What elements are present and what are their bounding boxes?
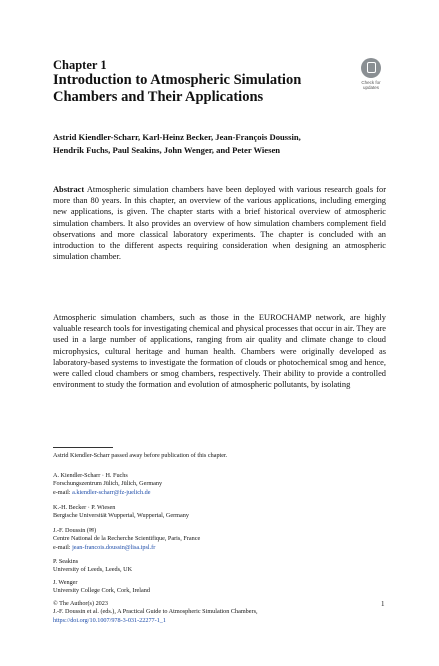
affiliation-5	[53, 579, 386, 596]
affiliation-4-institution: University of Leeds, Leeds, UK	[53, 566, 133, 574]
copyright-block	[53, 600, 386, 625]
badge-text	[356, 80, 386, 90]
author-line-1: Astrid Kiendler-Scharr, Karl-Heinz Becker, Jean-François Doussin,	[53, 132, 301, 142]
check-for-updates-badge[interactable]	[356, 58, 386, 90]
email-label: e-mail:	[53, 488, 71, 496]
chapter-title-line-1: Introduction to Atmospheric Simulation	[53, 72, 302, 88]
email-label: e-mail:	[53, 543, 71, 551]
author-list	[53, 131, 383, 157]
badge-line-1: Check for	[361, 80, 381, 85]
copyright: © The Author(s) 2023	[53, 600, 108, 607]
email-link[interactable]: jean-francois.doussin@lisa.ipsl.fr	[72, 543, 156, 551]
intro-paragraph: Atmospheric simulation chambers, such as those in the EUROCHAMP network, are highly valuable research tools for investigating chemical and physical processes that occur in air. They are used in a large number of applications, ranging from air quality and climate change to cloud microphysics, cultural heritage and human health. Chambers were originally developed as laboratory-based systems to investigate the formation of clouds or photochemical smog and hence, were called cloud chambers or smog chambers, respectively. Their ability to provide a controlled environment to study the formation and evolution of atmospheric pollutants, by isolating	[53, 313, 386, 390]
affiliation-2	[53, 504, 386, 521]
chapter-title-line-2: Chambers and Their Applications	[53, 89, 264, 105]
affiliation-1	[53, 472, 386, 497]
affiliation-2-names: K.-H. Becker · P. Wiesen	[53, 504, 116, 511]
affiliation-3-institution: Centre National de la Recherche Scientifique, Paris, France	[53, 535, 201, 543]
page-number: 1	[381, 600, 385, 608]
email-link[interactable]: a.kiendler-scharr@fz-juelich.de	[72, 488, 151, 496]
chapter-label: Chapter 1	[53, 58, 107, 72]
affiliation-5-names: J. Wenger	[53, 579, 78, 586]
chapter-title	[53, 72, 353, 106]
crossmark-icon	[361, 58, 381, 78]
affiliation-3	[53, 527, 386, 552]
affiliation-1-email-line	[53, 489, 386, 497]
affiliation-1-institution: Forschungszentrum Jülich, Jülich, Germany	[53, 480, 163, 488]
footnote-divider	[53, 447, 113, 448]
affiliation-5-institution: University College Cork, Cork, Ireland	[53, 587, 150, 595]
abstract	[53, 184, 386, 262]
affiliation-3-names: J.-F. Doussin (✉)	[53, 527, 97, 534]
doi-link[interactable]: https://doi.org/10.1007/978-3-031-22277-1_1	[53, 616, 166, 624]
deceased-note: Astrid Kiendler-Scharr passed away before publication of this chapter.	[53, 452, 228, 459]
citation: J.-F. Doussin et al. (eds.), A Practical Guide to Atmospheric Simulation Chambers,	[53, 608, 258, 616]
affiliation-4	[53, 558, 386, 575]
badge-line-2: updates	[362, 85, 379, 90]
abstract-label: Abstract	[53, 185, 85, 194]
affiliation-3-email-line	[53, 544, 386, 552]
affiliation-4-names: P. Seakins	[53, 558, 79, 565]
affiliation-2-institution: Bergische Universität Wuppertal, Wuppertal, Germany	[53, 512, 189, 520]
affiliation-1-names: A. Kiendler-Scharr · H. Fuchs	[53, 472, 128, 479]
abstract-text: Atmospheric simulation chambers have been deployed with various research goals for more than 80 years. In this chapter, an overview of the various applications, including emerging new applications, is given. The chapter starts with a brief historical overview of atmospheric simulation chambers. It also provides an overview of how simulation chambers complement field observations and more classical laboratory experiments. The chapter is concluded with an introduction to the different aspects requiring consideration when designing an atmospheric simulation chamber.	[53, 185, 386, 262]
author-line-2: Hendrik Fuchs, Paul Seakins, John Wenger, and Peter Wiesen	[53, 144, 281, 155]
